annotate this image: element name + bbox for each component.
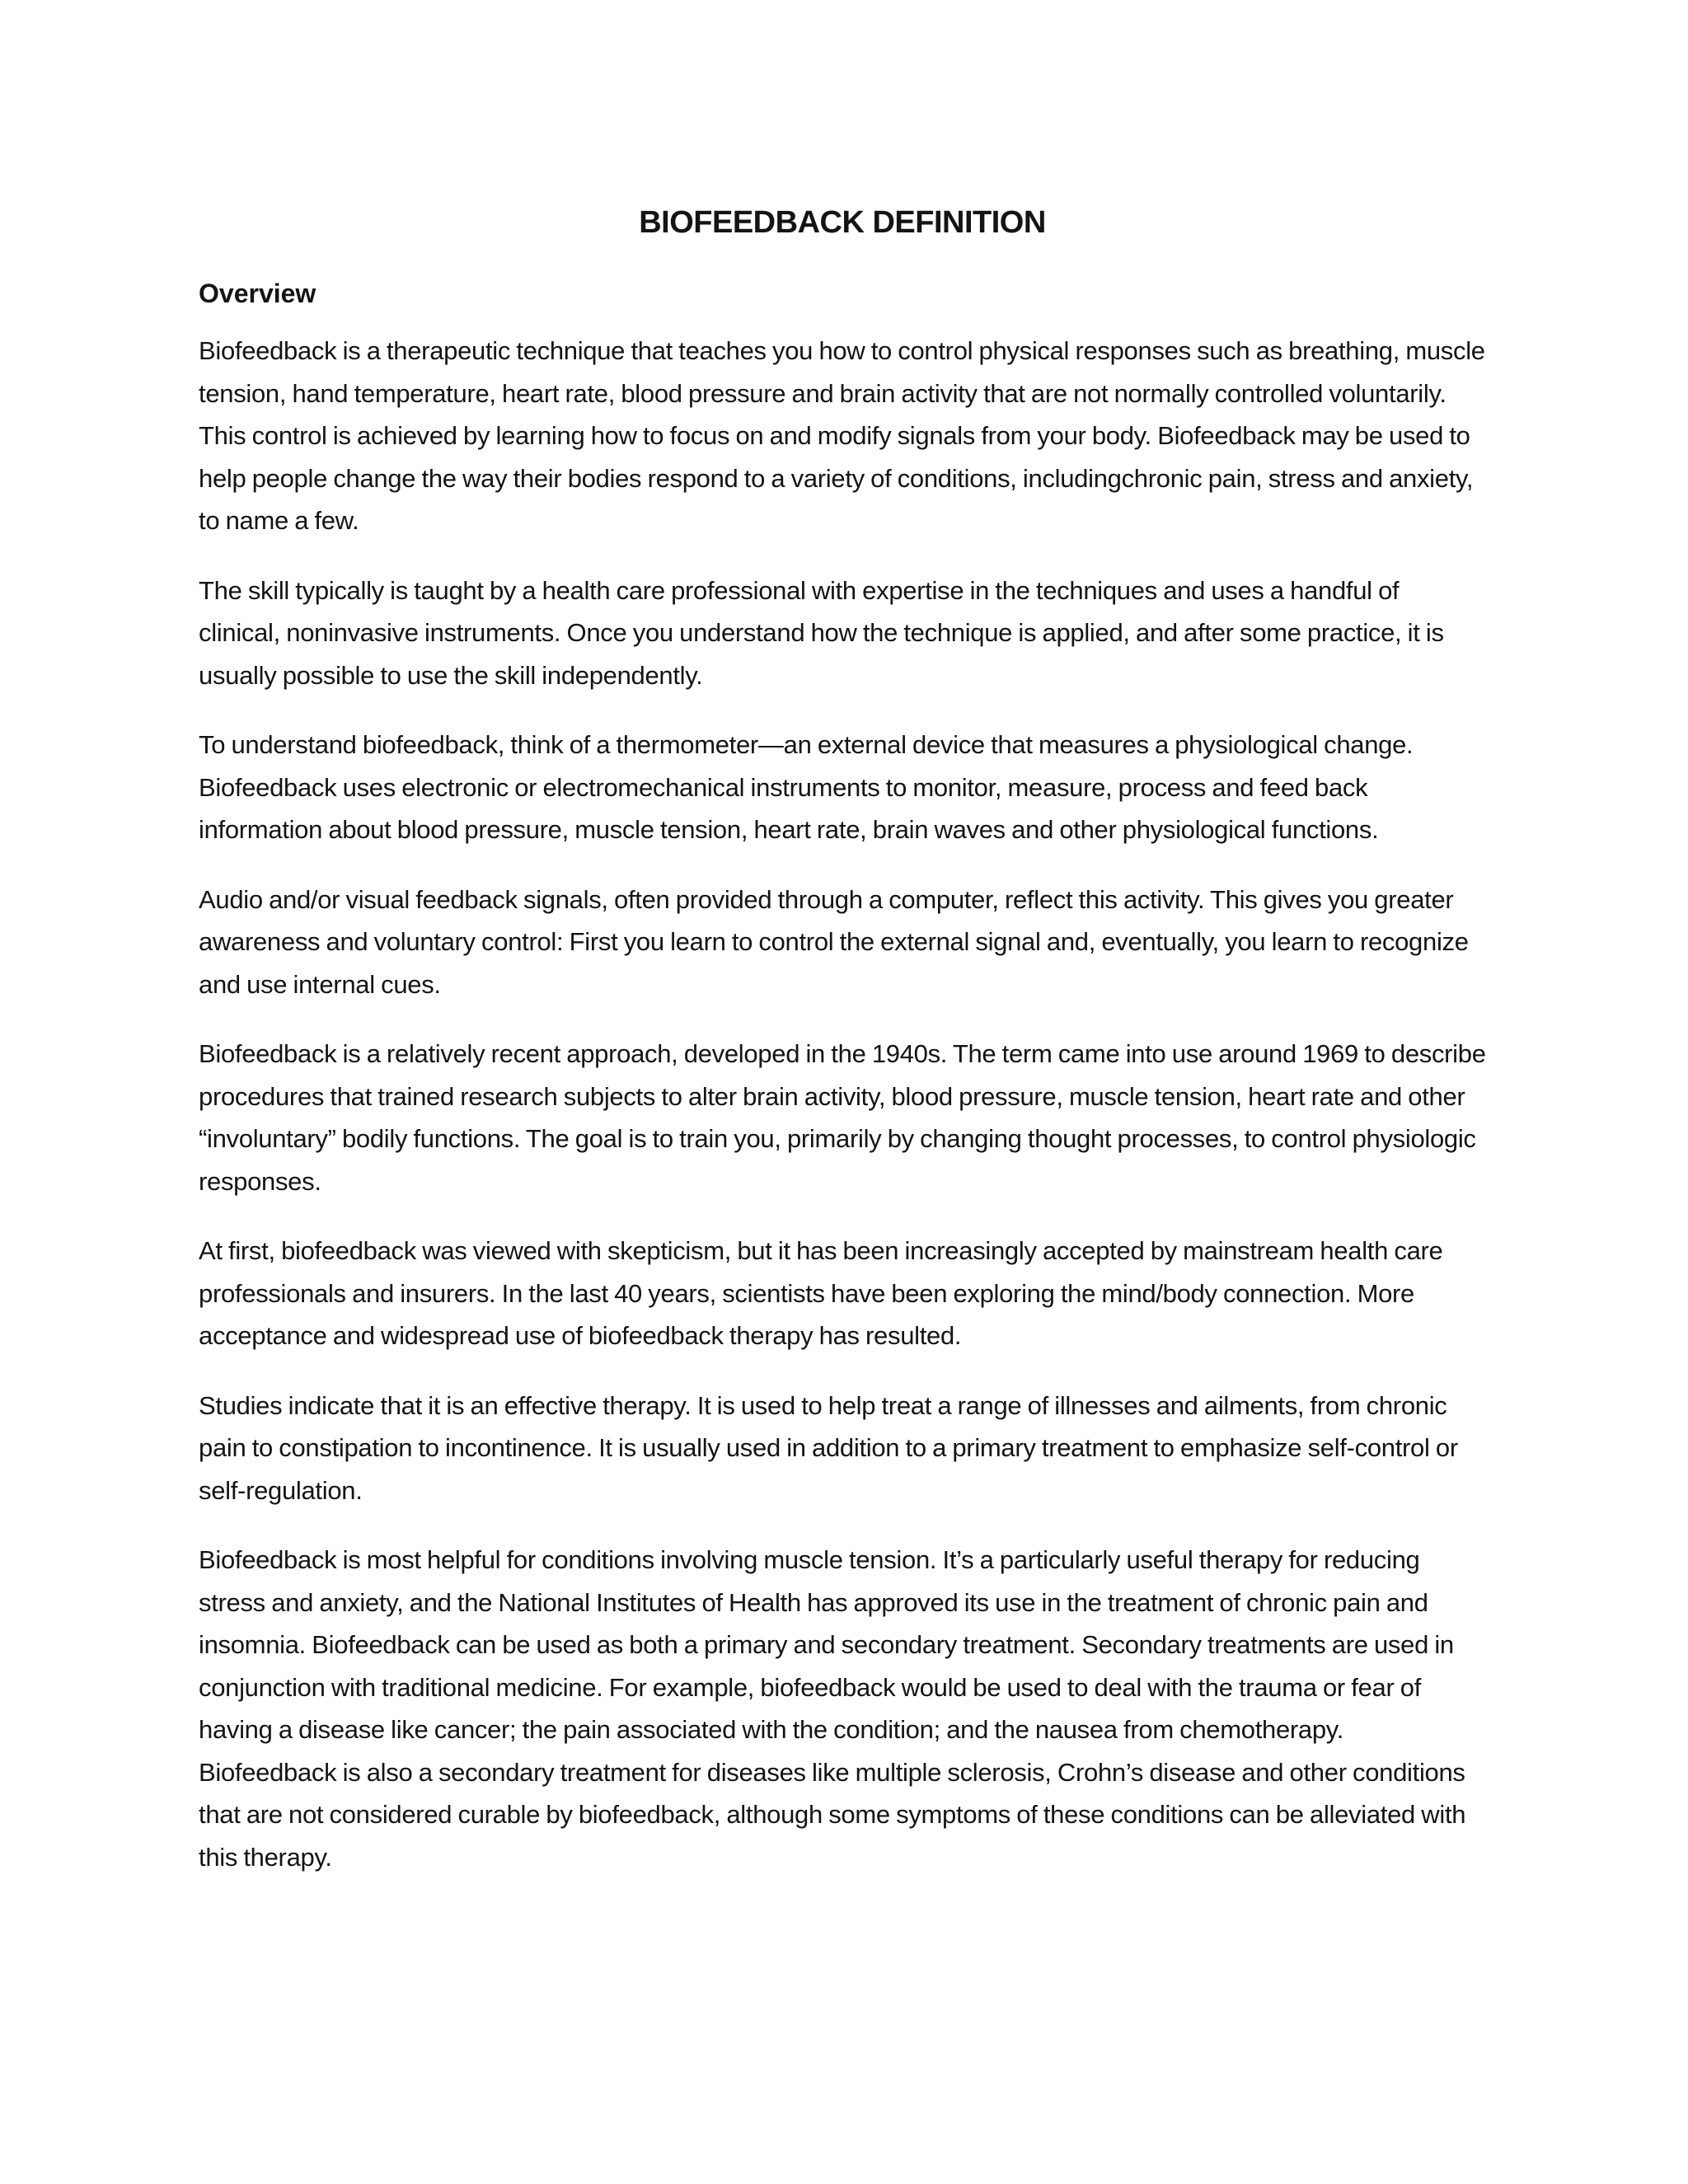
- document-body: [199, 199, 1486, 1878]
- paragraph-history: Biofeedback is a relatively recent approach, developed in the 1940s. The term came into use around 1969 to describe procedures that trained research subjects to alter brain activity, blood pressure, muscle tension, heart rate and other “involuntary” bodily functions. The goal is to train you, primarily by changing thought processes, to control physiologic responses.: [199, 1039, 1486, 1196]
- paragraph-definition: Biofeedback is a therapeutic technique that teaches you how to control physical responses such as breathing, muscle tension, hand temperature, heart rate, blood pressure and brain activity that are not normally controlled voluntarily. This control is achieved by learning how to focus on and modify signals from your body. Biofeedback may be used to help people change the way their bodies respond to a variety of conditions, includingchronic pain, stress and anxiety, to name a few.: [199, 336, 1485, 535]
- paragraph-feedback-signals: Audio and/or visual feedback signals, often provided through a computer, reflect this activity. This gives you greater awareness and voluntary control: First you learn to control the external signal and, eventually, you learn to recognize and use internal cues.: [199, 884, 1469, 999]
- paragraph-acceptance: At first, biofeedback was viewed with skepticism, but it has been increasingly accepted by mainstream health care professionals and insurers. In the last 40 years, scientists have been exploring the mind/body connection. More acceptance and widespread use of biofeedback therapy has resulted.: [199, 1236, 1443, 1350]
- paragraph-skill: The skill typically is taught by a health care professional with expertise in the techniques and uses a handful of clinical, noninvasive instruments. Once you understand how the technique is applied, and after some practice, it is usually possible to use the skill independently.: [199, 575, 1444, 690]
- section-heading-overview: Overview: [199, 279, 316, 308]
- paragraph-conditions: Biofeedback is most helpful for conditions involving muscle tension. It’s a particularly useful therapy for reducing stress and anxiety, and the National Institutes of Health has approved its use in the treatment of chronic pain and insomnia. Biofeedback can be used as both a primary and secondary treatment. Secondary treatments are used in conjunction with traditional medicine. For example, biofeedback would be used to deal with the trauma or fear of having a disease like cancer; the pain associated with the condition; and the nausea from chemotherapy. Biofeedback is also a secondary treatment for diseases like multiple sclerosis, Crohn’s disease and other conditions that are not considered curable by biofeedback, although some symptoms of these conditions can be alleviated with this therapy.: [199, 1545, 1466, 1872]
- paragraph-studies: Studies indicate that it is an effective therapy. It is used to help treat a range of illnesses and ailments, from chronic pain to constipation to incontinence. It is usually used in addition to a primary treatment to emphasize self-control or self-regulation.: [199, 1390, 1458, 1505]
- document-title: BIOFEEDBACK DEFINITION: [639, 205, 1046, 240]
- paragraph-thermometer: To understand biofeedback, think of a thermometer—an external device that measures a physiological change. Biofeedback uses electronic or electromechanical instruments to monitor, measure, process and feed back information about blood pressure, muscle tension, heart rate, brain waves and other physiological functions.: [199, 730, 1414, 844]
